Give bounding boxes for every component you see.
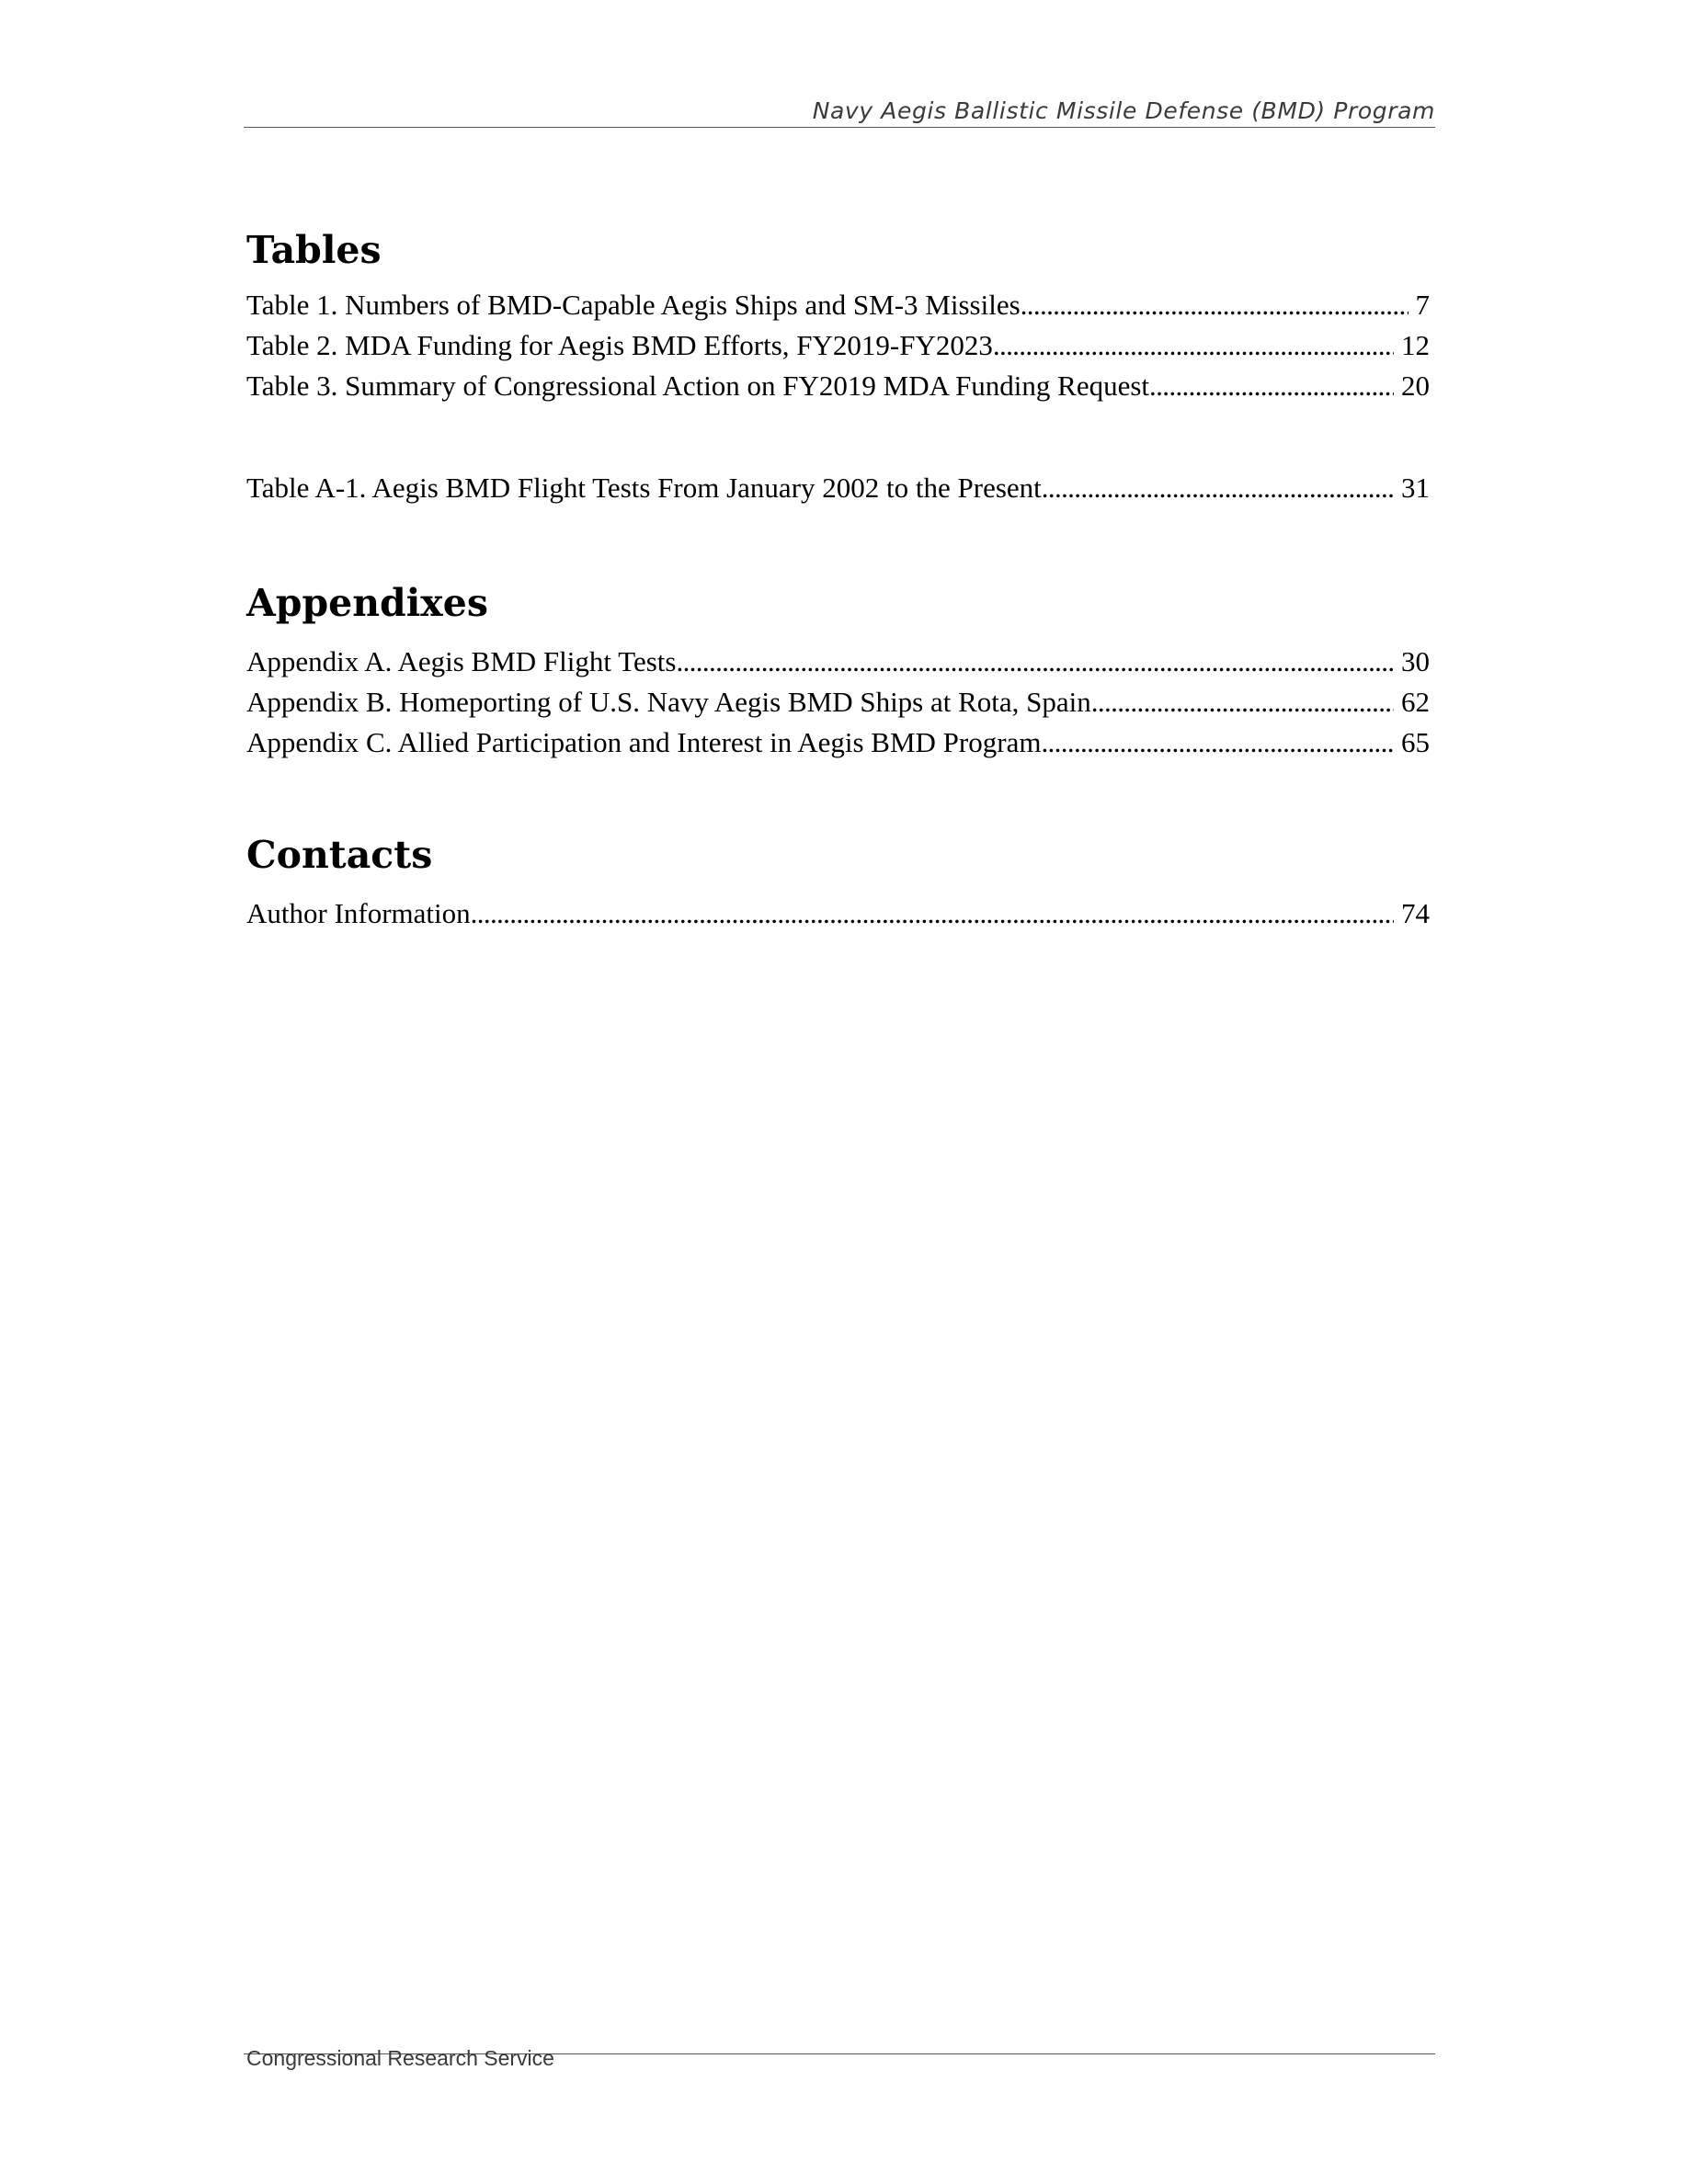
appendixes-heading: Appendixes [246,581,488,625]
toc-entry-table-3[interactable] [246,371,1430,400]
toc-entry-author-information[interactable] [246,899,1430,927]
toc-page-number: 30 [1401,645,1430,677]
running-footer: Congressional Research Service [246,2046,554,2070]
header-divider [244,127,1435,128]
toc-leader-dots [1021,290,1409,319]
toc-page-number: 65 [1401,726,1430,758]
toc-entry-title: Table 3. Summary of Congressional Action on FY2019 MDA Funding Request [246,370,1150,402]
running-header: Navy Aegis Ballistic Missile Defense (BMD) Program [812,97,1435,124]
contacts-heading: Contacts [246,833,433,877]
toc-page-number: 62 [1401,686,1430,718]
toc-page-number: 20 [1401,370,1430,402]
toc-leader-dots [1149,371,1394,400]
toc-leader-dots [676,647,1394,676]
toc-leader-dots [1041,728,1394,756]
toc-leader-dots [1042,473,1394,502]
tables-heading: Tables [246,228,382,272]
toc-page-number: 12 [1401,329,1430,361]
toc-page-number: 74 [1401,897,1430,929]
toc-entry-appendix-c[interactable] [246,728,1430,756]
toc-entry-title: Table 1. Numbers of BMD-Capable Aegis Ships and SM-3 Missiles [246,289,1021,321]
toc-entry-table-a1[interactable] [246,473,1430,502]
toc-entry-title: Table 2. MDA Funding for Aegis BMD Efforts, FY2019-FY2023 [246,329,993,361]
toc-entry-table-2[interactable] [246,331,1430,359]
toc-entry-title: Author Information [246,897,471,929]
toc-leader-dots [1091,688,1394,716]
toc-leader-dots [993,331,1394,359]
toc-entry-table-1[interactable] [246,290,1430,319]
toc-entry-title: Appendix A. Aegis BMD Flight Tests [246,645,677,677]
toc-entry-appendix-b[interactable] [246,688,1430,716]
toc-entry-title: Appendix C. Allied Participation and Interest in Aegis BMD Program [246,726,1042,758]
toc-leader-dots [471,899,1394,927]
toc-entry-appendix-a[interactable] [246,647,1430,676]
toc-page-number: 31 [1401,472,1430,504]
toc-entry-title: Table A-1. Aegis BMD Flight Tests From January 2002 to the Present [246,472,1042,504]
toc-entry-title: Appendix B. Homeporting of U.S. Navy Aegis BMD Ships at Rota, Spain [246,686,1091,718]
toc-page-number: 7 [1415,289,1430,321]
